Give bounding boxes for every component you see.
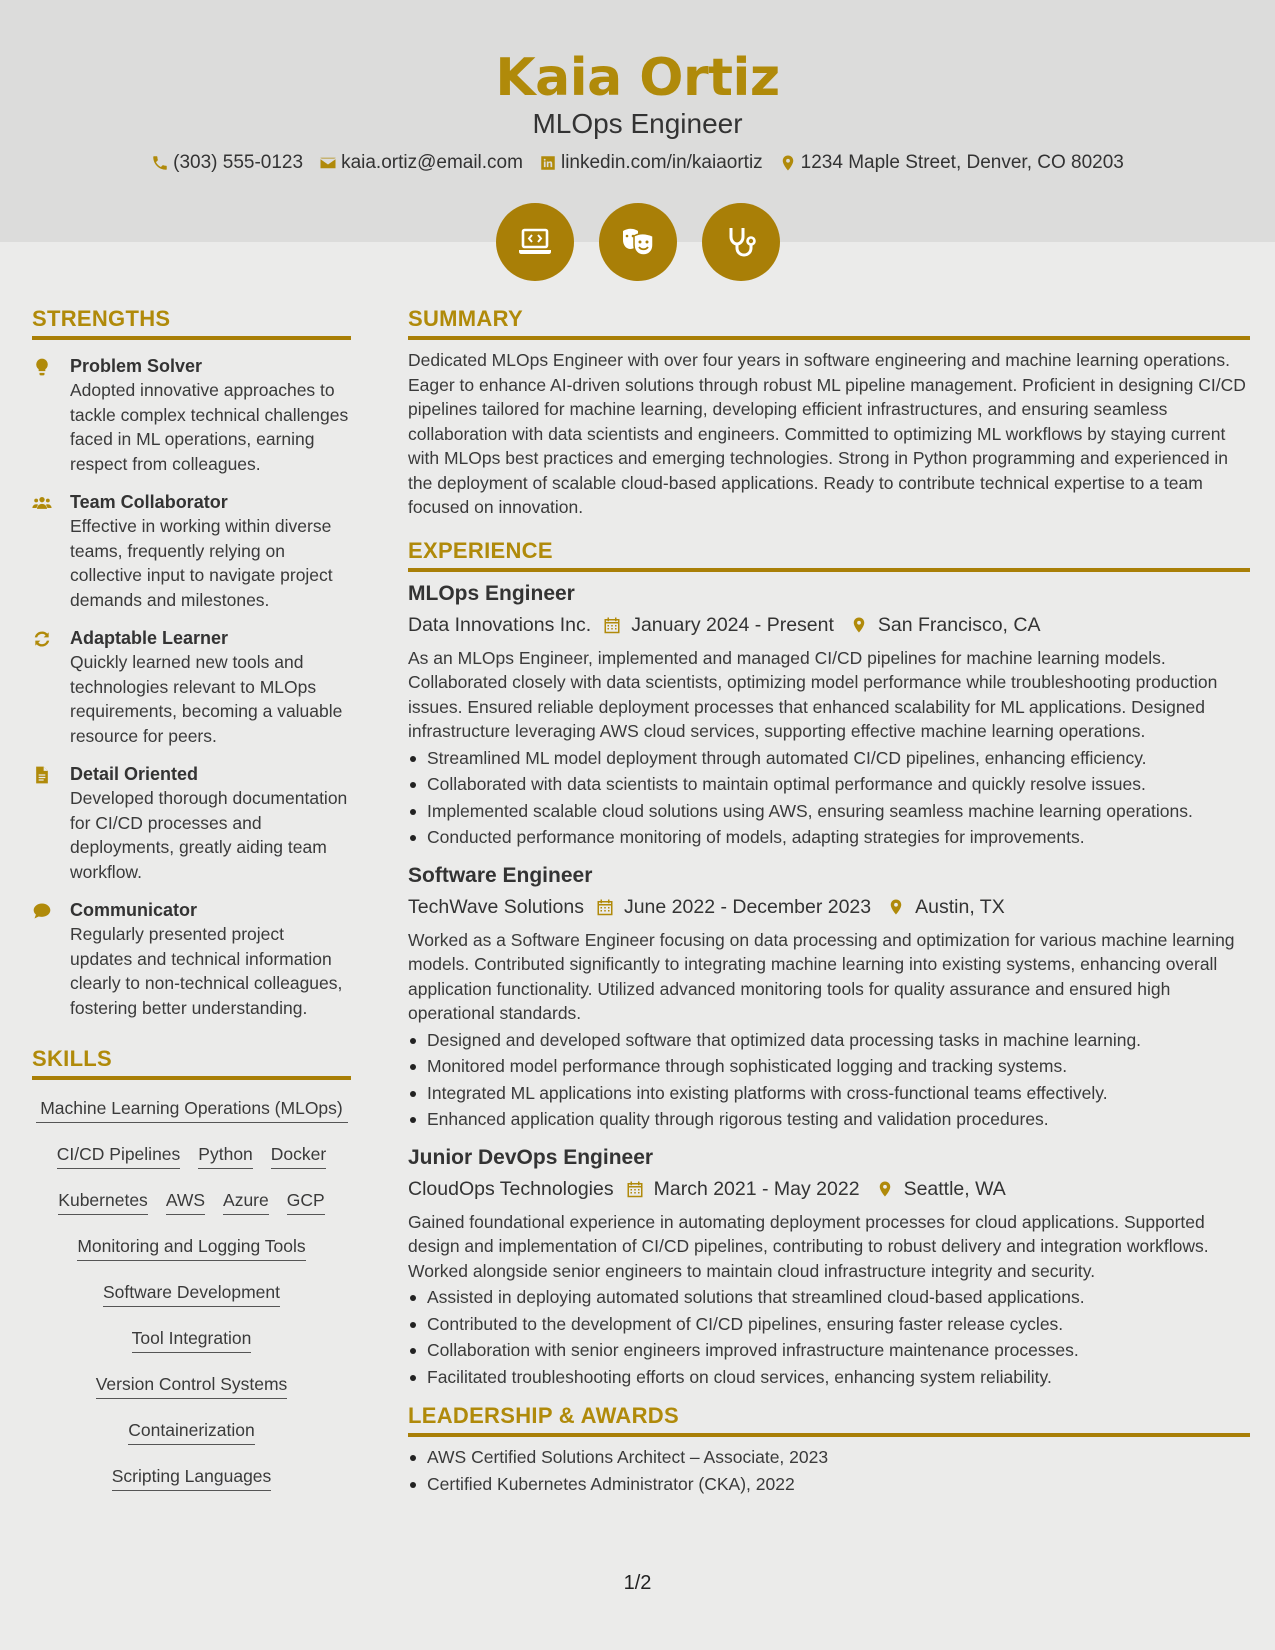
skill-tag: Kubernetes [58, 1188, 148, 1215]
bullet-item: Collaborated with data scientists to maintain optimal performance and quickly resolve issues. [408, 772, 1250, 797]
theater-masks-icon [618, 222, 658, 262]
job-location: Seattle, WA [903, 1177, 1006, 1200]
experience-heading: EXPERIENCE [408, 538, 1250, 572]
job-meta [408, 1176, 1250, 1202]
skills-heading: SKILLS [32, 1046, 351, 1080]
job-desc: Worked as a Software Engineer focusing on data processing and optimization for various machine learning models. Contributed significantly to integrating machine learning into existing systems, enhancing overall application functionality. Utilized advanced monitoring tools for quality assurance and ensured high operational standards. [408, 929, 1235, 1023]
map-marker-icon [887, 898, 905, 916]
job-dates: January 2024 - Present [631, 613, 834, 636]
calendar-icon [596, 898, 614, 916]
strength-item [32, 762, 351, 884]
summary-heading: SUMMARY [408, 306, 1250, 340]
strength-title: Detail Oriented [70, 764, 199, 784]
job-desc: As an MLOps Engineer, implemented and managed CI/CD pipelines for machine learning models. Collaborated closely with data scientists, optimizing model performance while troubleshooting production issues. Ensured reliable deployment processes that enhanced scalability for ML applications. Designed infrastructure leveraging AWS cloud services, supporting effective machine learning operations. [408, 647, 1218, 741]
right-column [408, 306, 1250, 1498]
contact-address [779, 152, 1124, 174]
skill-tag: GCP [287, 1188, 325, 1215]
file-icon [32, 765, 52, 785]
candidate-name: Kaia Ortiz [495, 48, 780, 108]
bullet-item: Implemented scalable cloud solutions using AWS, ensuring seamless machine learning operations. [408, 799, 1250, 824]
interest-icons [0, 203, 1275, 281]
bullet-item: Assisted in deploying automated solutions that streamlined cloud-based applications. [408, 1285, 1250, 1310]
strength-title: Adaptable Learner [70, 628, 229, 648]
strength-desc: Developed thorough documentation for CI/CD processes and deployments, greatly aiding team workflow. [70, 788, 348, 882]
bullet-item: Collaboration with senior engineers improved infrastructure maintenance processes. [408, 1338, 1250, 1363]
map-marker-icon [876, 1180, 894, 1198]
address-text: 1234 Maple Street, Denver, CO 80203 [800, 152, 1124, 173]
bullet-item: Designed and developed software that optimized data processing tasks in machine learning. [408, 1028, 1250, 1053]
calendar-icon [626, 1180, 644, 1198]
skill-tag: Machine Learning Operations (MLOps) [36, 1096, 348, 1123]
phone-icon [151, 154, 169, 172]
award-item: Certified Kubernetes Administrator (CKA), 2022 [408, 1472, 1250, 1497]
contact-linkedin[interactable] [539, 152, 763, 174]
job-location: San Francisco, CA [877, 613, 1041, 636]
strengths-heading: STRENGTHS [32, 306, 351, 340]
skill-tag: Python [198, 1142, 252, 1169]
email-text: kaia.ortiz@email.com [341, 152, 523, 173]
job-entry [408, 580, 1250, 850]
stethoscope-icon [721, 222, 761, 262]
strength-title: Communicator [70, 900, 198, 920]
bullet-item: Facilitated troubleshooting efforts on cloud services, enhancing system reliability. [408, 1365, 1250, 1390]
strength-desc: Regularly presented project updates and technical information clearly to non-technical colleagues, fostering better understanding. [70, 924, 343, 1018]
contact-bar [0, 152, 1275, 174]
bullet-item: Enhanced application quality through rigorous testing and validation procedures. [408, 1107, 1250, 1132]
phone-text: (303) 555-0123 [173, 152, 304, 173]
envelope-icon [319, 154, 337, 172]
job-title: MLOps Engineer [408, 581, 575, 605]
strength-item [32, 898, 351, 1020]
interest-circle-3 [702, 203, 780, 281]
strength-desc: Quickly learned new tools and technologies relevant to MLOps requirements, becoming a valuable resource for peers. [70, 652, 343, 746]
calendar-icon [603, 616, 621, 634]
job-desc: Gained foundational experience in automating deployment processes for cloud applications. Supported design and implementation of CI/CD pipelines, contributing to robust delivery and integration workflows. Worked alongside senior engineers to maintain cloud infrastructure integrity and security. [408, 1211, 1209, 1281]
lightbulb-icon [32, 357, 52, 377]
strength-item [32, 354, 351, 476]
comment-icon [32, 901, 52, 921]
skill-tag: Docker [271, 1142, 326, 1169]
bullet-item: Integrated ML applications into existing platforms with cross-functional teams effectively. [408, 1081, 1250, 1106]
map-marker-icon [779, 154, 797, 172]
job-bullets [408, 1285, 1250, 1389]
linkedin-icon [539, 154, 557, 172]
job-bullets [408, 746, 1250, 850]
skill-tag: Version Control Systems [96, 1372, 288, 1399]
job-meta [408, 894, 1250, 920]
summary-text: Dedicated MLOps Engineer with over four years in software engineering and machine learning operations. Eager to enhance AI-driven solutions through robust ML pipeline management. Proficient in designing CI/CD pipelines tailored for machine learning, developing efficient infrastructures, and ensuring seamless collaboration with data scientists and engineers. Committed to optimizing ML workflows by staying current with MLOps best practices and emerging technologies. Strong in Python programming and experienced in the deployment of scalable cloud-based applications. Ready to contribute technical expertise to a team focused on innovation. [408, 350, 1246, 517]
job-company: Data Innovations Inc. [408, 613, 592, 636]
interest-circle-1 [496, 203, 574, 281]
awards-list [408, 1445, 1250, 1496]
awards-heading: LEADERSHIP & AWARDS [408, 1403, 1250, 1437]
strength-title: Problem Solver [70, 356, 203, 376]
job-entry [408, 1144, 1250, 1390]
interest-circle-2 [599, 203, 677, 281]
job-company: TechWave Solutions [408, 895, 584, 918]
job-title: Junior DevOps Engineer [408, 1145, 654, 1169]
job-entry [408, 862, 1250, 1132]
award-item: AWS Certified Solutions Architect – Associate, 2023 [408, 1445, 1250, 1470]
sync-icon [32, 629, 52, 649]
skill-tag: CI/CD Pipelines [57, 1142, 181, 1169]
job-location: Austin, TX [915, 895, 1005, 918]
strength-desc: Adopted innovative approaches to tackle complex technical challenges faced in ML operations, earning respect from colleagues. [70, 380, 349, 474]
map-marker-icon [850, 616, 868, 634]
bullet-item: Streamlined ML model deployment through automated CI/CD pipelines, enhancing efficiency. [408, 746, 1250, 771]
linkedin-text: linkedin.com/in/kaiaortiz [560, 152, 763, 173]
job-title: Software Engineer [408, 863, 593, 887]
bullet-item: Monitored model performance through sophisticated logging and tracking systems. [408, 1054, 1250, 1079]
skill-tag: Scripting Languages [112, 1464, 272, 1491]
job-bullets [408, 1028, 1250, 1132]
skill-tag: Containerization [128, 1418, 254, 1445]
job-company: CloudOps Technologies [408, 1177, 614, 1200]
bullet-item: Contributed to the development of CI/CD pipelines, ensuring faster release cycles. [408, 1312, 1250, 1337]
laptop-code-icon [515, 222, 555, 262]
candidate-role: MLOps Engineer [532, 108, 743, 139]
strength-item [32, 626, 351, 748]
strength-title: Team Collaborator [70, 492, 228, 512]
contact-phone[interactable] [151, 152, 303, 174]
strength-desc: Effective in working within diverse teams, frequently relying on collective input to navigate project demands and milestones. [70, 516, 333, 610]
job-dates: March 2021 - May 2022 [653, 1177, 860, 1200]
skill-tag: Tool Integration [132, 1326, 252, 1353]
left-column [32, 306, 351, 1510]
skill-tag: Azure [223, 1188, 269, 1215]
page-number: 1/2 [623, 1572, 652, 1594]
skill-tag: AWS [166, 1188, 205, 1215]
contact-email[interactable] [319, 152, 523, 174]
skill-tag: Software Development [103, 1280, 280, 1307]
bullet-item: Conducted performance monitoring of models, adapting strategies for improvements. [408, 825, 1250, 850]
strength-item [32, 490, 351, 612]
skills-list [32, 1096, 351, 1510]
users-icon [32, 493, 52, 513]
job-dates: June 2022 - December 2023 [623, 895, 872, 918]
skill-tag: Monitoring and Logging Tools [77, 1234, 305, 1261]
job-meta [408, 612, 1250, 638]
